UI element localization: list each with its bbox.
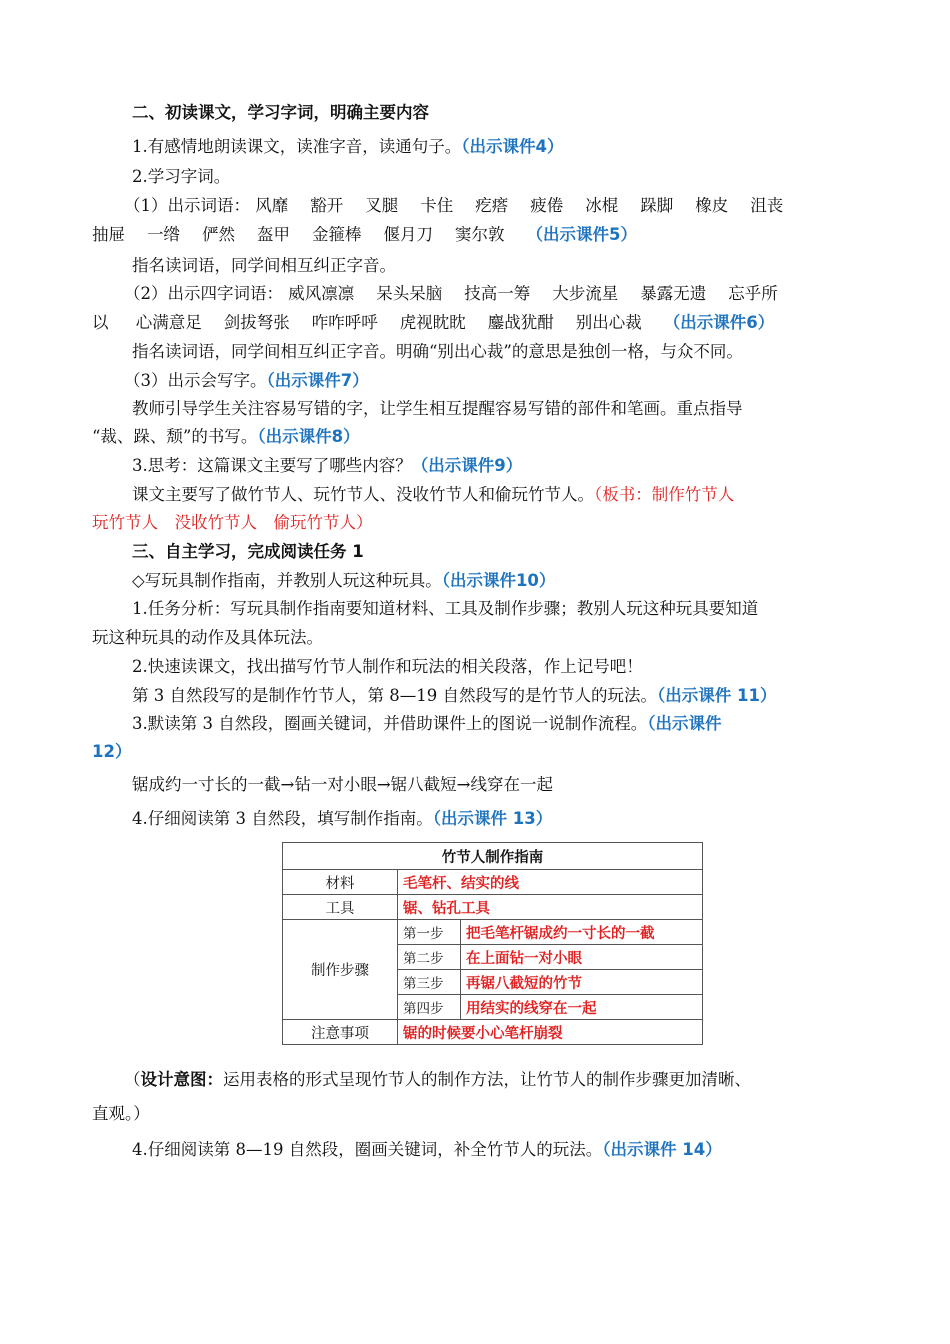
courseware-tag-continued: 12） bbox=[92, 742, 132, 761]
courseware-tag: （出示课件4） bbox=[461, 137, 564, 156]
note-value: 锯的时候要小心笔杆崩裂 bbox=[398, 1020, 703, 1045]
section-3-title: 三、自主学习，完成阅读任务 1 bbox=[132, 542, 364, 561]
vocab-word: 抽屉 bbox=[92, 225, 125, 244]
vocab-word: 橡皮 bbox=[695, 196, 729, 215]
task-analysis-line-2: 玩这种玩具的动作及具体玩法。 bbox=[92, 628, 323, 647]
courseware-tag: （出示课件10） bbox=[441, 571, 556, 590]
step-text: 在上面钻一对小眼 bbox=[461, 945, 703, 970]
step-read-aloud-text: 1.有感情地朗读课文，读准字音，读通句子。 bbox=[132, 137, 462, 156]
courseware-tag: （出示课件 14） bbox=[602, 1140, 722, 1159]
material-label: 材料 bbox=[283, 870, 398, 895]
vocab-word: 盔甲 bbox=[257, 225, 290, 244]
blackboard-note-continued: 玩竹节人 没收竹节人 偷玩竹节人） bbox=[92, 513, 373, 532]
step-text: 用结实的线穿在一起 bbox=[461, 995, 703, 1020]
step-text: 再锯八截短的竹节 bbox=[461, 970, 703, 995]
making-guide-table bbox=[282, 842, 703, 1045]
quick-read-answer-text: 第 3 自然段写的是制作竹节人，第 8—19 自然段写的是竹节人的玩法。 bbox=[132, 686, 657, 705]
design-intent-line-2: 直观。） bbox=[92, 1104, 150, 1123]
play-method-text: 4.仔细阅读第 8—19 自然段，圈画关键词，补全竹节人的玩法。 bbox=[132, 1140, 603, 1159]
silent-read-text: 3.默读第 3 自然段，圈画关键词，并借助课件上的图说一说制作流程。 bbox=[132, 714, 648, 733]
vocab-word: 咋咋呼呼 bbox=[311, 313, 378, 332]
fill-guide-step bbox=[132, 807, 552, 831]
vocab-word: 鏖战犹酣 bbox=[487, 313, 554, 332]
word-list-line-2 bbox=[92, 223, 637, 247]
idiom-list-line-2 bbox=[92, 311, 774, 335]
courseware-tag: （出示课件 11） bbox=[656, 686, 777, 705]
teacher-guide-text: “裁、跺、颓”的书写。 bbox=[92, 427, 258, 446]
design-intent-text: 运用表格的形式呈现竹节人的制作方法，让竹节人的制作步骤更加清晰、 bbox=[223, 1070, 751, 1089]
step-number: 第四步 bbox=[398, 995, 461, 1020]
read-words-instruction: 指名读词语，同学间相互纠正字音。 bbox=[132, 256, 396, 275]
think-question bbox=[132, 454, 522, 478]
vocab-word: 沮丧 bbox=[750, 196, 784, 215]
vocab-word: 叉腿 bbox=[365, 196, 399, 215]
step-text: 把毛笔杆锯成约一寸长的一截 bbox=[461, 920, 703, 945]
step-number: 第三步 bbox=[398, 970, 461, 995]
design-intent-label: 设计意图： bbox=[140, 1070, 223, 1089]
answer-text: 课文主要写了做竹节人、玩竹节人、没收竹节人和偷玩竹节人。 bbox=[132, 485, 594, 504]
guide-title: 竹节人制作指南 bbox=[283, 843, 703, 870]
vocab-word: 卡住 bbox=[420, 196, 454, 215]
vocab-word: 窦尔敦 bbox=[455, 225, 505, 244]
reading-task bbox=[132, 569, 555, 593]
step-learn-words: 2.学习字词。 bbox=[132, 167, 231, 186]
material-value: 毛笔杆、结实的线 bbox=[398, 870, 703, 895]
vocab-word: 冰棍 bbox=[585, 196, 619, 215]
design-intent-line-1 bbox=[124, 1068, 751, 1092]
reading-task-text: ◇写玩具制作指南，并教别人玩这种玩具。 bbox=[132, 571, 442, 590]
word-list-intro: （1）出示词语： bbox=[124, 196, 250, 215]
courseware-tag: （出示课件5） bbox=[526, 225, 637, 244]
courseware-tag: （出示课件9） bbox=[411, 456, 523, 475]
idiom-continuation: 以 bbox=[92, 313, 109, 332]
fill-guide-text: 4.仔细阅读第 3 自然段，填写制作指南。 bbox=[132, 809, 433, 828]
vocab-word: 豁开 bbox=[310, 196, 344, 215]
vocab-word: 风靡 bbox=[255, 196, 289, 215]
vocab-word: 技高一筹 bbox=[464, 284, 531, 303]
teacher-guide-line-1: 教师引导学生关注容易写错的字，让学生相互提醒容易写错的部件和笔画。重点指导 bbox=[132, 399, 743, 418]
note-label: 注意事项 bbox=[283, 1020, 398, 1045]
word-list-line-1 bbox=[124, 194, 805, 218]
vocab-word: 虎视眈眈 bbox=[399, 313, 466, 332]
vocab-word: 一绺 bbox=[147, 225, 180, 244]
vocab-word: 呆头呆脑 bbox=[376, 284, 443, 303]
section-2-title: 二、初读课文，学习字词，明确主要内容 bbox=[132, 103, 429, 122]
courseware-tag: （出示课件 13） bbox=[432, 809, 553, 828]
steps-label: 制作步骤 bbox=[283, 920, 398, 1020]
tool-value: 锯、钻孔工具 bbox=[398, 895, 703, 920]
vocab-word: 偃月刀 bbox=[383, 225, 433, 244]
making-flow: 锯成约一寸长的一截→钻一对小眼→锯八截短→线穿在一起 bbox=[132, 775, 553, 794]
design-open-paren: （ bbox=[124, 1070, 141, 1089]
courseware-tag: （出示课件 bbox=[647, 714, 722, 733]
quick-read-step: 2.快速读课文，找出描写竹节人制作和玩法的相关段落，作上记号吧！ bbox=[132, 657, 643, 676]
tool-label: 工具 bbox=[283, 895, 398, 920]
think-question-text: 3.思考：这篇课文主要写了哪些内容？ bbox=[132, 456, 412, 475]
step-read-aloud bbox=[132, 135, 563, 159]
vocab-word: 大步流星 bbox=[552, 284, 619, 303]
step-number: 第一步 bbox=[398, 920, 461, 945]
vocab-word: 疲倦 bbox=[530, 196, 564, 215]
courseware-tag: （出示课件6） bbox=[663, 313, 775, 332]
vocab-word: 疙瘩 bbox=[475, 196, 509, 215]
show-characters bbox=[124, 369, 369, 393]
quick-read-answer bbox=[132, 684, 776, 708]
vocab-word: 别出心裁 bbox=[575, 313, 642, 332]
vocab-word: 忘乎所 bbox=[728, 284, 778, 303]
vocab-word: 跺脚 bbox=[640, 196, 674, 215]
vocab-word: 威风凛凛 bbox=[288, 284, 355, 303]
courseware-tag: （出示课件7） bbox=[266, 371, 369, 390]
main-content-answer bbox=[132, 483, 734, 507]
courseware-tag: （出示课件8） bbox=[257, 427, 360, 446]
blackboard-note: （板书：制作竹节人 bbox=[594, 485, 735, 504]
idiom-list-intro: （2）出示四字词语： bbox=[124, 284, 283, 303]
play-method-step bbox=[132, 1138, 722, 1162]
step-number: 第二步 bbox=[398, 945, 461, 970]
show-characters-text: （3）出示会写字。 bbox=[124, 371, 267, 390]
vocab-word: 心满意足 bbox=[135, 313, 202, 332]
vocab-word: 暴露无遗 bbox=[640, 284, 707, 303]
silent-read-step bbox=[132, 712, 721, 736]
vocab-word: 俨然 bbox=[202, 225, 235, 244]
vocab-word: 剑拔弩张 bbox=[223, 313, 290, 332]
task-analysis-line-1: 1.任务分析：写玩具制作指南要知道材料、工具及制作步骤；教别人玩这种玩具要知道 bbox=[132, 599, 759, 618]
teacher-guide-line-2 bbox=[92, 425, 360, 449]
idiom-list-line-1 bbox=[124, 282, 800, 306]
read-idioms-instruction: 指名读词语，同学间相互纠正字音。明确“别出心裁”的意思是独创一格，与众不同。 bbox=[132, 342, 743, 361]
vocab-word: 金箍棒 bbox=[312, 225, 362, 244]
